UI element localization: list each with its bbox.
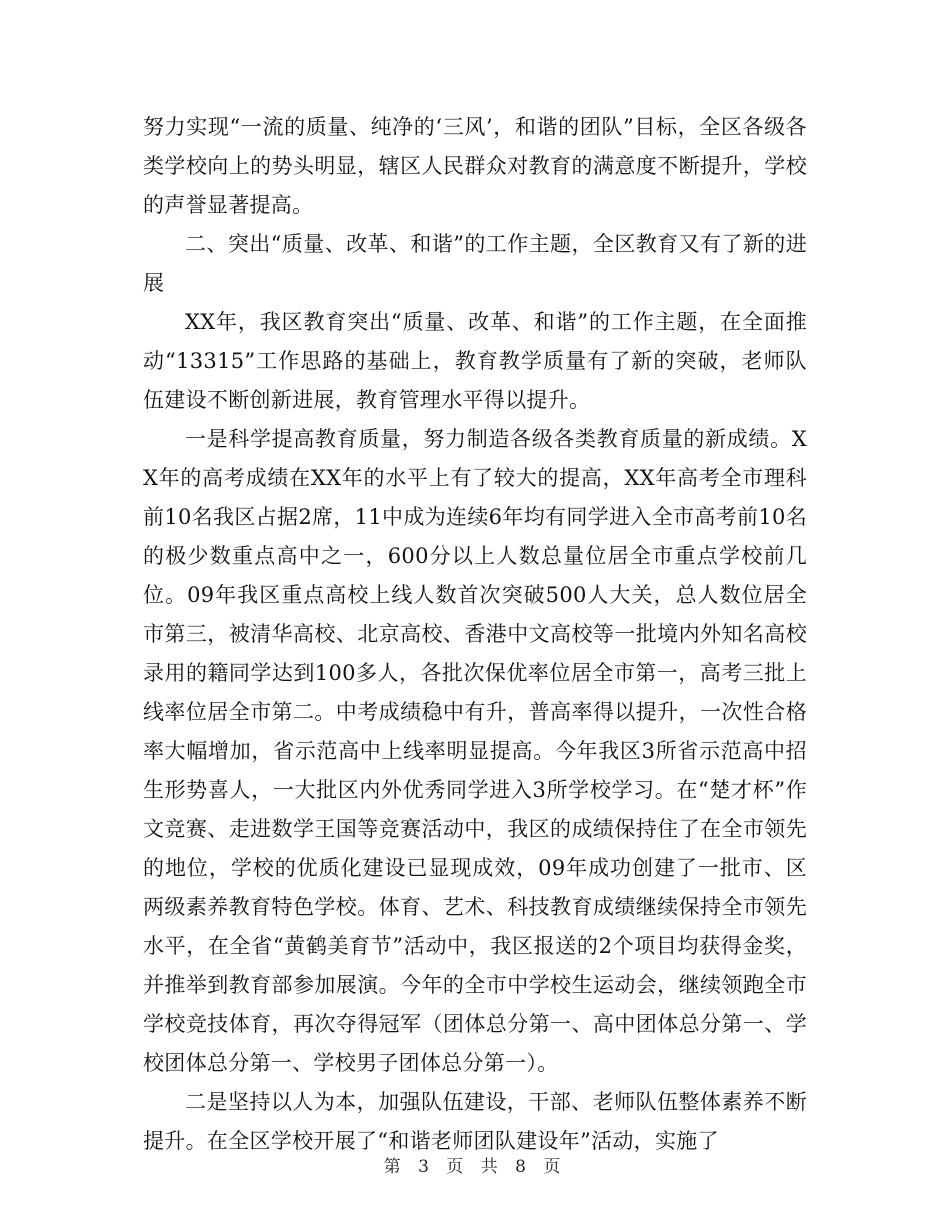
- page-number-footer: 第 3 页 共 8 页: [383, 1157, 567, 1177]
- paragraph-overview: XX年，我区教育突出“质量、改革、和谐”的工作主题，在全面推动“13315”工作思路的基础上，教育教学质量有了新的突破，老师队伍建设不断创新进展，教育管理水平得以提升。: [143, 310, 807, 412]
- paragraph-team-building: 二是坚持以人为本，加强队伍建设，干部、老师队伍整体素养不断提升。在全区学校开展了“和谐老师团队建设年”活动，实施了: [143, 1090, 807, 1153]
- document-body: [143, 108, 807, 1161]
- paragraph-education-quality: 一是科学提高教育质量，努力制造各级各类教育质量的新成绩。XX年的高考成绩在XX年的水平上有了较大的提高，XX年高考全市理科前10名我区占据2席，11中成为连续6年均有同学进入全市高考前10名的极少数重点高中之一，600分以上人数总量位居全市重点学校前几位。09年我区重点高校上线人数首次突破500人大关，总人数位居全市第三，被清华高校、北京高校、香港中文高校等一批境内外知名高校录用的籍同学达到100多人，各批次保优率位居全市第一，高考三批上线率位居全市第二。中考成绩稳中有升，普高率得以提升，一次性合格率大幅增加，省示范高中上线率明显提高。今年我区3所省示范高中招生形势喜人，一大批区内外优秀同学进入3所学校学习。在“楚才杯”作文竞赛、走进数学王国等竞赛活动中，我区的成绩保持住了在全市领先的地位，学校的优质化建设已显现成效，09年成功创建了一批市、区两级素养教育特色学校。体育、艺术、科技教育成绩继续保持全市领先水平，在全省“黄鹤美育节”活动中，我区报送的2个项目均获得金奖，并推举到教育部参加展演。今年的全市中学校生运动会，继续领跑全市学校竞技体育，再次夺得冠军（团体总分第一、高中团体总分第一、学校团体总分第一、学校男子团体总分第一）。: [143, 427, 807, 1075]
- paragraph-continuation: 努力实现“一流的质量、纯净的‘三风’，和谐的团队”目标，全区各级各类学校向上的势头明显，辖区人民群众对教育的满意度不断提升，学校的声誉显著提高。: [143, 115, 807, 217]
- section-heading: 二、突出“质量、改革、和谐”的工作主题，全区教育又有了新的进展: [143, 232, 807, 295]
